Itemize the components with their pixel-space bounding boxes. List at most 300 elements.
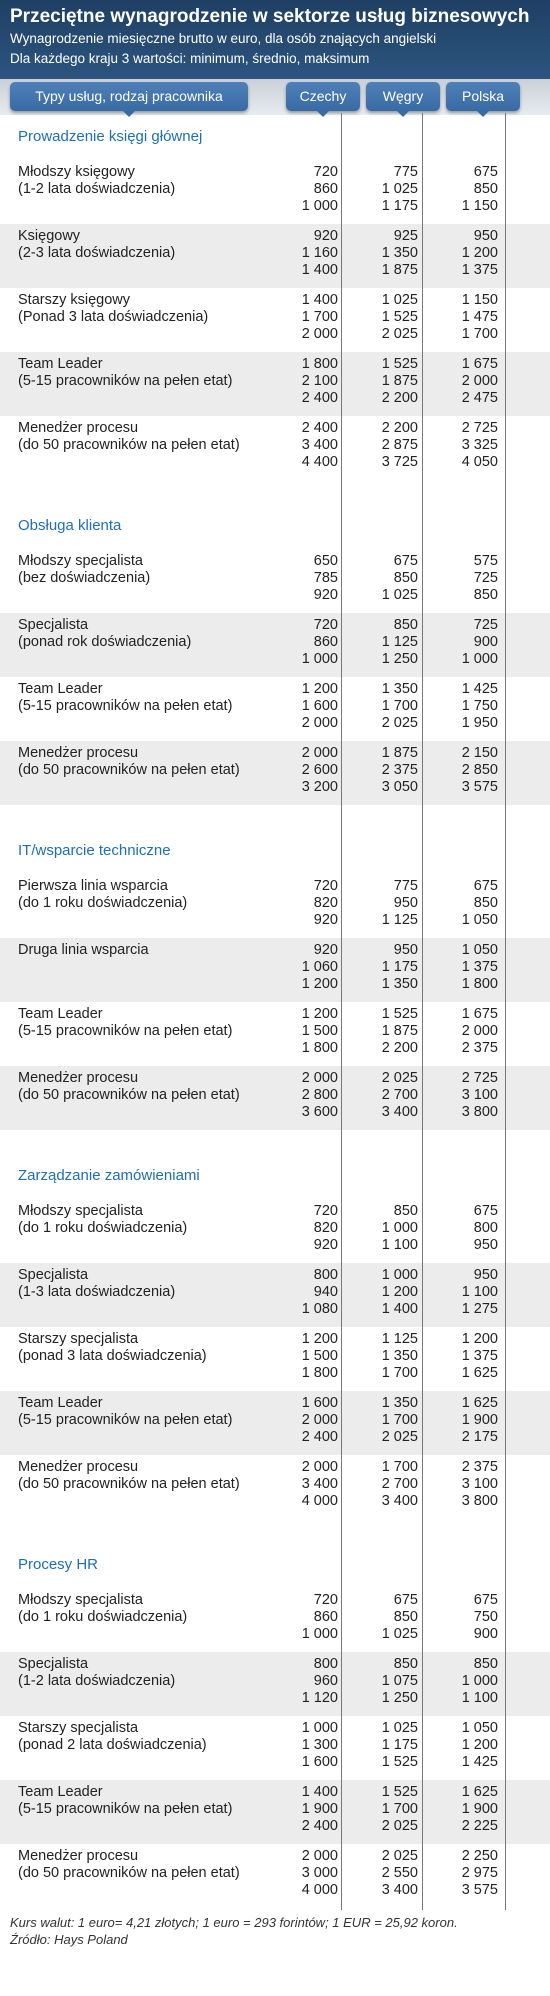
value-avg: 1 900: [461, 1801, 498, 1817]
value-avg: 1 000: [461, 1673, 498, 1689]
value-min: 575: [473, 553, 498, 569]
value-avg: 3 400: [301, 437, 338, 453]
value-min: 725: [473, 617, 498, 633]
value-min: 1 525: [381, 1006, 418, 1022]
table-row: [0, 1391, 550, 1455]
row-label-title: Druga linia wsparcia: [18, 942, 149, 958]
value-min: 720: [313, 164, 338, 180]
value-cell-wegry: [338, 420, 418, 471]
value-min: 775: [393, 164, 418, 180]
value-cell-wegry: [338, 1267, 418, 1318]
row-label: [18, 356, 232, 390]
value-max: 1 375: [461, 262, 498, 278]
currency-note: Kurs walut: 1 euro= 4,21 złotych; 1 euro = 293 forintów; 1 EUR = 25,92 koron.: [10, 1915, 458, 1930]
value-cell-polska: [418, 681, 498, 732]
value-avg: 2 850: [461, 762, 498, 778]
value-max: 1 875: [381, 262, 418, 278]
value-min: 920: [313, 228, 338, 244]
value-cell-wegry: [338, 1331, 418, 1382]
value-avg: 860: [313, 181, 338, 197]
row-label-title: Menedżer procesu: [18, 1459, 139, 1475]
column-divider: [341, 113, 342, 1910]
value-cell-czechy: [258, 1070, 338, 1121]
value-cell-wegry: [338, 1203, 418, 1254]
value-min: 2 200: [381, 420, 418, 436]
row-label-title: Team Leader: [18, 1784, 103, 1800]
value-avg: 940: [313, 1284, 338, 1300]
row-label-detail: (do 50 pracowników na pełen etat): [18, 762, 240, 778]
value-avg: 1 700: [381, 1801, 418, 1817]
value-min: 2 150: [461, 745, 498, 761]
value-min: 1 400: [301, 292, 338, 308]
row-label-title: Księgowy: [18, 228, 81, 244]
value-avg: 1 700: [381, 698, 418, 714]
row-label-detail: (do 50 pracowników na pełen etat): [18, 437, 240, 453]
table-row: [0, 1844, 550, 1908]
value-avg: 1 000: [381, 1220, 418, 1236]
value-min: 2 000: [301, 1070, 338, 1086]
value-avg: 2 800: [301, 1087, 338, 1103]
table-row: [0, 613, 550, 677]
value-max: 2 025: [381, 715, 418, 731]
value-cell-polska: [418, 942, 498, 993]
value-min: 800: [313, 1267, 338, 1283]
row-label-detail: (ponad 2 lata doświadczenia): [18, 1737, 207, 1753]
row-label: [18, 878, 187, 912]
value-min: 2 250: [461, 1848, 498, 1864]
row-label: [18, 1784, 232, 1818]
value-cell-czechy: [258, 942, 338, 993]
section-title: Zarządzanie zamówieniami: [18, 1167, 200, 1184]
value-avg: 1 350: [381, 1348, 418, 1364]
value-min: 1 150: [461, 292, 498, 308]
row-label: [18, 228, 175, 262]
value-max: 4 000: [301, 1493, 338, 1509]
value-min: 1 200: [301, 1006, 338, 1022]
row-label-title: Młodszy księgowy: [18, 164, 135, 180]
value-max: 1 425: [461, 1754, 498, 1770]
value-min: 1 625: [461, 1784, 498, 1800]
value-avg: 3 325: [461, 437, 498, 453]
row-label-detail: (5-15 pracowników na pełen etat): [18, 1412, 233, 1428]
value-max: 2 000: [301, 326, 338, 342]
value-max: 2 175: [461, 1429, 498, 1445]
value-max: 2 475: [461, 390, 498, 406]
row-label: [18, 553, 150, 587]
value-min: 675: [393, 553, 418, 569]
value-avg: 900: [473, 634, 498, 650]
value-min: 1 350: [381, 681, 418, 697]
value-max: 1 625: [461, 1365, 498, 1381]
table-row: [0, 938, 550, 1002]
value-max: 3 725: [381, 454, 418, 470]
value-cell-polska: [418, 1656, 498, 1707]
value-max: 2 400: [301, 1429, 338, 1445]
value-max: 3 800: [461, 1493, 498, 1509]
value-min: 1 050: [461, 942, 498, 958]
value-cell-polska: [418, 617, 498, 668]
value-avg: 850: [393, 1609, 418, 1625]
value-cell-wegry: [338, 164, 418, 215]
row-label-detail: (5-15 pracowników na pełen etat): [18, 1801, 233, 1817]
row-label: [18, 1720, 207, 1754]
value-cell-polska: [418, 164, 498, 215]
value-cell-wegry: [338, 292, 418, 343]
value-min: 2 725: [461, 1070, 498, 1086]
row-label: [18, 1070, 240, 1104]
value-max: 2 200: [381, 1040, 418, 1056]
table-row: [0, 352, 550, 416]
value-max: 1 100: [461, 1690, 498, 1706]
value-min: 1 675: [461, 1006, 498, 1022]
value-min: 1 200: [301, 681, 338, 697]
column-header-czechy: Czechy: [286, 82, 360, 111]
value-max: 1 800: [301, 1040, 338, 1056]
value-max: 1 525: [381, 1754, 418, 1770]
value-cell-wegry: [338, 553, 418, 604]
value-max: 3 050: [381, 779, 418, 795]
row-label: [18, 1267, 175, 1301]
row-label-title: Pierwsza linia wsparcia: [18, 878, 168, 894]
value-cell-czechy: [258, 1848, 338, 1899]
value-max: 3 600: [301, 1104, 338, 1120]
value-cell-czechy: [258, 228, 338, 279]
value-max: 2 025: [381, 1429, 418, 1445]
value-min: 950: [473, 228, 498, 244]
value-min: 2 000: [301, 745, 338, 761]
value-cell-polska: [418, 228, 498, 279]
value-avg: 1 500: [301, 1348, 338, 1364]
value-max: 900: [473, 1626, 498, 1642]
row-label-title: Team Leader: [18, 681, 103, 697]
value-avg: 2 875: [381, 437, 418, 453]
table-row: [0, 741, 550, 805]
row-label: [18, 617, 191, 651]
value-cell-polska: [418, 292, 498, 343]
value-min: 1 200: [301, 1331, 338, 1347]
value-cell-polska: [418, 1267, 498, 1318]
value-max: 1 000: [301, 1626, 338, 1642]
value-cell-czechy: [258, 1395, 338, 1446]
value-max: 3 200: [301, 779, 338, 795]
row-label-detail: (do 50 pracowników na pełen etat): [18, 1865, 240, 1881]
value-avg: 1 375: [461, 959, 498, 975]
chart-footer: [10, 1914, 458, 1948]
value-max: 1 400: [301, 262, 338, 278]
row-label-title: Młodszy specjalista: [18, 553, 143, 569]
value-cell-polska: [418, 1331, 498, 1382]
value-avg: 785: [313, 570, 338, 586]
value-cell-polska: [418, 878, 498, 929]
row-label-detail: (ponad rok doświadczenia): [18, 634, 192, 650]
table-row: [0, 549, 550, 613]
value-cell-wegry: [338, 1656, 418, 1707]
column-header-polska: Polska: [446, 82, 520, 111]
table-row: [0, 1780, 550, 1844]
row-label-detail: (5-15 pracowników na pełen etat): [18, 1023, 233, 1039]
value-cell-czechy: [258, 1720, 338, 1771]
value-min: 850: [393, 1203, 418, 1219]
value-cell-polska: [418, 1848, 498, 1899]
row-label-detail: (do 50 pracowników na pełen etat): [18, 1476, 240, 1492]
value-avg: 1 175: [381, 959, 418, 975]
column-header-bar: [0, 79, 550, 115]
value-max: 1 350: [381, 976, 418, 992]
value-cell-polska: [418, 356, 498, 407]
row-label-title: Specjalista: [18, 1656, 89, 1672]
row-label-title: Młodszy specjalista: [18, 1203, 143, 1219]
value-max: 1 275: [461, 1301, 498, 1317]
value-avg: 1 160: [301, 245, 338, 261]
value-cell-czechy: [258, 617, 338, 668]
value-min: 1 600: [301, 1395, 338, 1411]
value-avg: 1 525: [381, 309, 418, 325]
value-cell-czechy: [258, 553, 338, 604]
value-max: 1 700: [461, 326, 498, 342]
chart-header: [0, 0, 550, 79]
value-min: 720: [313, 878, 338, 894]
value-min: 1 050: [461, 1720, 498, 1736]
row-label-title: Menedżer procesu: [18, 1070, 139, 1086]
value-min: 1 800: [301, 356, 338, 372]
value-min: 1 000: [301, 1720, 338, 1736]
row-label-title: Starszy specjalista: [18, 1331, 139, 1347]
row-label-title: Team Leader: [18, 356, 103, 372]
value-min: 2 025: [381, 1070, 418, 1086]
value-max: 2 200: [381, 390, 418, 406]
column-header-wegry: Węgry: [366, 82, 440, 111]
value-avg: 1 025: [381, 181, 418, 197]
value-cell-czechy: [258, 1592, 338, 1643]
value-avg: 1 200: [381, 1284, 418, 1300]
row-label: [18, 1592, 187, 1626]
value-min: 1 200: [461, 1331, 498, 1347]
row-label: [18, 164, 175, 198]
value-max: 1 400: [381, 1301, 418, 1317]
table-row: [0, 1588, 550, 1652]
value-cell-czechy: [258, 878, 338, 929]
row-label-detail: (do 1 roku doświadczenia): [18, 1220, 188, 1236]
value-cell-czechy: [258, 164, 338, 215]
value-max: 1 100: [381, 1237, 418, 1253]
value-avg: 960: [313, 1673, 338, 1689]
value-cell-wegry: [338, 878, 418, 929]
value-cell-polska: [418, 1006, 498, 1057]
value-avg: 860: [313, 1609, 338, 1625]
value-cell-polska: [418, 1592, 498, 1643]
value-max: 1 700: [381, 1365, 418, 1381]
value-avg: 1 350: [381, 245, 418, 261]
row-label: [18, 1656, 175, 1690]
value-avg: 1 900: [461, 1412, 498, 1428]
value-max: 1 025: [381, 587, 418, 603]
row-label-title: Menedżer procesu: [18, 745, 139, 761]
value-avg: 2 600: [301, 762, 338, 778]
value-avg: 1 200: [461, 1737, 498, 1753]
row-label-title: Starszy specjalista: [18, 1720, 139, 1736]
value-max: 920: [313, 1237, 338, 1253]
value-avg: 750: [473, 1609, 498, 1625]
column-divider: [422, 113, 423, 1910]
value-cell-polska: [418, 1395, 498, 1446]
row-label: [18, 1006, 232, 1040]
value-avg: 820: [313, 895, 338, 911]
value-cell-wegry: [338, 1459, 418, 1510]
value-cell-polska: [418, 1459, 498, 1510]
value-max: 1 200: [301, 976, 338, 992]
value-avg: 2 100: [301, 373, 338, 389]
value-max: 1 000: [301, 198, 338, 214]
value-min: 675: [473, 1203, 498, 1219]
value-cell-czechy: [258, 1784, 338, 1835]
value-max: 1 800: [301, 1365, 338, 1381]
value-min: 675: [473, 164, 498, 180]
value-max: 2 025: [381, 1818, 418, 1834]
chart-subtitle: Wynagrodzenie miesięczne brutto w euro, dla osób znających angielski: [10, 31, 437, 46]
value-avg: 1 750: [461, 698, 498, 714]
value-max: 4 000: [301, 1882, 338, 1898]
value-min: 950: [473, 1267, 498, 1283]
value-max: 1 950: [461, 715, 498, 731]
value-avg: 2 000: [461, 1023, 498, 1039]
value-cell-polska: [418, 1720, 498, 1771]
value-avg: 850: [473, 181, 498, 197]
row-label-detail: (do 1 roku doświadczenia): [18, 1609, 188, 1625]
row-label: [18, 1331, 207, 1365]
value-max: 1 050: [461, 912, 498, 928]
value-max: 1 250: [381, 1690, 418, 1706]
value-avg: 1 900: [301, 1801, 338, 1817]
value-cell-wegry: [338, 1592, 418, 1643]
value-avg: 1 375: [461, 1348, 498, 1364]
value-min: 720: [313, 1203, 338, 1219]
value-max: 3 400: [381, 1493, 418, 1509]
value-max: 1 600: [301, 1754, 338, 1770]
row-label-detail: (Ponad 3 lata doświadczenia): [18, 309, 209, 325]
value-max: 950: [473, 1237, 498, 1253]
row-label: [18, 1395, 232, 1429]
value-cell-wegry: [338, 1848, 418, 1899]
value-min: 1 525: [381, 356, 418, 372]
value-max: 4 400: [301, 454, 338, 470]
value-avg: 1 175: [381, 1737, 418, 1753]
value-min: 1 400: [301, 1784, 338, 1800]
value-avg: 2 975: [461, 1865, 498, 1881]
row-label-detail: (5-15 pracowników na pełen etat): [18, 698, 233, 714]
value-avg: 820: [313, 1220, 338, 1236]
value-avg: 860: [313, 634, 338, 650]
value-cell-czechy: [258, 1459, 338, 1510]
value-max: 1 800: [461, 976, 498, 992]
value-min: 1 675: [461, 356, 498, 372]
value-cell-polska: [418, 1070, 498, 1121]
section-title: Procesy HR: [18, 1556, 99, 1573]
value-max: 2 025: [381, 326, 418, 342]
row-label-title: Menedżer procesu: [18, 420, 139, 436]
value-avg: 1 125: [381, 634, 418, 650]
value-avg: 950: [393, 895, 418, 911]
row-label-detail: (bez doświadczenia): [18, 570, 151, 586]
value-avg: 1 200: [461, 245, 498, 261]
value-avg: 2 550: [381, 1865, 418, 1881]
value-min: 1 125: [381, 1331, 418, 1347]
value-avg: 3 400: [301, 1476, 338, 1492]
value-cell-polska: [418, 1203, 498, 1254]
value-min: 1 025: [381, 1720, 418, 1736]
value-min: 1 350: [381, 1395, 418, 1411]
value-avg: 1 875: [381, 373, 418, 389]
value-min: 775: [393, 878, 418, 894]
value-cell-czechy: [258, 1267, 338, 1318]
row-label: [18, 942, 149, 959]
chart-title: Przeciętne wynagrodzenie w sektorze usług biznesowych: [10, 6, 530, 27]
value-max: 3 800: [461, 1104, 498, 1120]
value-max: 1 120: [301, 1690, 338, 1706]
value-avg: 850: [393, 570, 418, 586]
value-max: 3 400: [381, 1882, 418, 1898]
value-max: 1 000: [461, 651, 498, 667]
value-cell-wegry: [338, 1070, 418, 1121]
chart-subtitle-2: Dla każdego kraju 3 wartości: minimum, średnio, maksimum: [10, 51, 370, 66]
value-cell-czechy: [258, 1203, 338, 1254]
value-avg: 1 500: [301, 1023, 338, 1039]
value-avg: 800: [473, 1220, 498, 1236]
value-min: 1 625: [461, 1395, 498, 1411]
value-min: 2 375: [461, 1459, 498, 1475]
value-cell-wegry: [338, 745, 418, 796]
value-min: 2 000: [301, 1848, 338, 1864]
table-row: [0, 1002, 550, 1066]
value-min: 1 000: [381, 1267, 418, 1283]
table-row: [0, 1066, 550, 1130]
value-cell-wegry: [338, 1720, 418, 1771]
table-row: [0, 1455, 550, 1519]
value-max: 850: [473, 587, 498, 603]
value-max: 2 400: [301, 1818, 338, 1834]
value-max: 1 080: [301, 1301, 338, 1317]
value-max: 2 400: [301, 390, 338, 406]
value-avg: 725: [473, 570, 498, 586]
table-row: [0, 874, 550, 938]
value-min: 1 700: [381, 1459, 418, 1475]
value-cell-wegry: [338, 1006, 418, 1057]
value-min: 850: [393, 617, 418, 633]
value-min: 950: [393, 942, 418, 958]
row-label: [18, 292, 208, 326]
value-min: 2 725: [461, 420, 498, 436]
value-avg: 2 700: [381, 1087, 418, 1103]
value-cell-wegry: [338, 942, 418, 993]
value-cell-wegry: [338, 1395, 418, 1446]
value-avg: 1 060: [301, 959, 338, 975]
value-min: 675: [393, 1592, 418, 1608]
table-row: [0, 288, 550, 352]
value-min: 920: [313, 942, 338, 958]
value-cell-czechy: [258, 681, 338, 732]
value-cell-wegry: [338, 228, 418, 279]
value-avg: 2 000: [461, 373, 498, 389]
section-title: Prowadzenie księgi głównej: [18, 128, 203, 145]
table-row: [0, 677, 550, 741]
row-label-title: Team Leader: [18, 1006, 103, 1022]
column-header-row-type: Typy usług, rodzaj pracownika: [10, 82, 248, 111]
value-avg: 850: [473, 895, 498, 911]
value-min: 925: [393, 228, 418, 244]
row-label: [18, 1459, 240, 1493]
value-cell-czechy: [258, 420, 338, 471]
value-avg: 3 100: [461, 1476, 498, 1492]
value-min: 1 875: [381, 745, 418, 761]
